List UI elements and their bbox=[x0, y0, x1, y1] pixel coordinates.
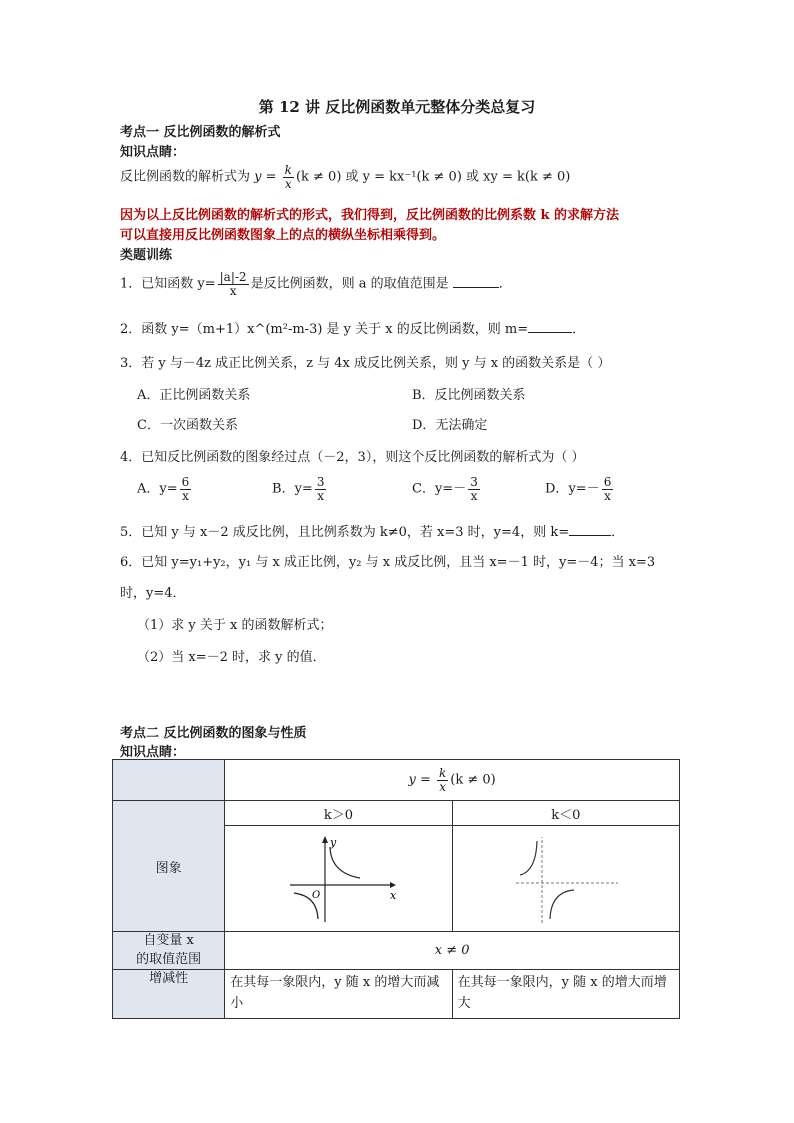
section2-heading: 考点二 反比例函数的图象与性质 bbox=[120, 726, 307, 741]
question-4-stem: 4．已知反比例函数的图象经过点（－2，3），则这个反比例函数的解析式为（ ） bbox=[120, 450, 585, 465]
q1-fraction: $\frac{|a|-2}{x}$ bbox=[219, 270, 247, 298]
question-6-sub-1: （1）求 y 关于 x 的函数解析式； bbox=[137, 618, 333, 633]
branch-quadrant-4 bbox=[550, 890, 574, 919]
domain-value: x ≠ 0 bbox=[225, 932, 680, 970]
question-6-line-2: 时，y=4． bbox=[120, 586, 186, 601]
answer-blank[interactable] bbox=[453, 287, 499, 288]
q3-option-d[interactable]: D．无法确定 bbox=[412, 418, 488, 433]
q4-option-c[interactable]: C．y=－ $\frac{3}{x}$ bbox=[412, 475, 478, 503]
origin-label: O bbox=[312, 889, 321, 901]
x-axis-arrow bbox=[390, 882, 396, 888]
question-6-line-1: 6．已知 y=y₁+y₂，y₁ 与 x 成正比例，y₂ 与 x 成反比例，且当 x=－1 时，y=－4；当 x=3 bbox=[120, 555, 656, 570]
question-1: 1．已知函数 y= $\frac{|a|-2}{x}$ 是反比例函数，则 a 的取值范围是 ． bbox=[120, 270, 512, 298]
answer-blank[interactable] bbox=[528, 332, 572, 333]
header-empty-cell bbox=[113, 760, 225, 801]
page-title: 第 12 讲 反比例函数单元整体分类总复习 bbox=[258, 98, 536, 116]
formula-k-over-x: $\frac{k}{x}$ bbox=[284, 163, 292, 191]
monotonicity-label: 增减性 bbox=[113, 970, 225, 1019]
y-axis-arrow bbox=[322, 836, 328, 843]
k-negative-header: k＜0 bbox=[452, 801, 679, 826]
graph-label: 图象 bbox=[113, 801, 225, 932]
answer-blank[interactable] bbox=[569, 535, 611, 536]
question-6-sub-2: （2）当 x=－2 时，求 y 的值． bbox=[137, 650, 326, 665]
q3-option-c[interactable]: C．一次函数关系 bbox=[137, 418, 238, 433]
monotonicity-k-negative: 在其每一象限内，y 随 x 的增大而增大 bbox=[452, 970, 679, 1019]
header-formula: y = $\frac{k}{x}$ (k ≠ 0) bbox=[225, 760, 680, 801]
monotonicity-k-positive: 在其每一象限内，y 随 x 的增大而减小 bbox=[225, 970, 452, 1019]
question-2: 2．函数 y=（m+1）x^(m²-m-3) 是 y 关于 x 的反比例函数，则 m= ． bbox=[120, 322, 586, 337]
branch-quadrant-1 bbox=[330, 847, 360, 878]
note-line-1: 因为以上反比例函数的解析式的形式，我们得到，反比例函数的比例系数 k 的求解方法 bbox=[120, 208, 620, 223]
question-5: 5．已知 y 与 x－2 成反比例，且比例系数为 k≠0，若 x=3 时，y=4，则 k= ． bbox=[120, 525, 625, 540]
q4-option-a[interactable]: A．y= $\frac{6}{x}$ bbox=[137, 475, 190, 503]
properties-table bbox=[112, 759, 680, 1019]
k-positive-header: k＞0 bbox=[225, 801, 452, 826]
practice-label: 类题训练 bbox=[120, 248, 173, 263]
domain-label: 自变量 x 的取值范围 bbox=[113, 932, 225, 970]
graph-k-positive bbox=[225, 826, 452, 932]
note-line-2: 可以直接用反比例函数图象上的点的横纵坐标相乘得到。 bbox=[120, 228, 446, 243]
formula-intro: 反比例函数的解析式为 bbox=[120, 169, 251, 185]
hyperbola-k-negative-graph bbox=[496, 827, 636, 927]
x-axis-label: x bbox=[390, 888, 397, 902]
graph-k-negative bbox=[452, 826, 679, 932]
q3-option-b[interactable]: B．反比例函数关系 bbox=[412, 388, 526, 403]
q3-option-a[interactable]: A．正比例函数关系 bbox=[137, 388, 251, 403]
formula-line: 反比例函数的解析式为 y = $\frac{k}{x}$ (k ≠ 0) 或 y = kx⁻¹(k ≠ 0) 或 xy = k(k ≠ 0) bbox=[120, 163, 571, 191]
branch-quadrant-2 bbox=[520, 841, 537, 875]
section1-heading: 考点一 反比例函数的解析式 bbox=[120, 125, 281, 140]
q4-option-d[interactable]: D．y=－ $\frac{6}{x}$ bbox=[545, 475, 612, 503]
y-axis-label: y bbox=[330, 835, 337, 849]
q4-option-b[interactable]: B．y= $\frac{3}{x}$ bbox=[272, 475, 325, 503]
formula-rest: 或 y = kx⁻¹(k ≠ 0) 或 xy = k(k ≠ 0) bbox=[345, 169, 571, 185]
section1-knowledge-label: 知识点睛： bbox=[120, 145, 186, 160]
hyperbola-k-positive-graph bbox=[268, 827, 408, 927]
question-3-stem: 3．若 y 与－4z 成正比例关系，z 与 4x 成反比例关系，则 y 与 x 的函数关系是（ ） bbox=[120, 356, 611, 371]
section2-knowledge-label: 知识点睛： bbox=[120, 745, 186, 760]
